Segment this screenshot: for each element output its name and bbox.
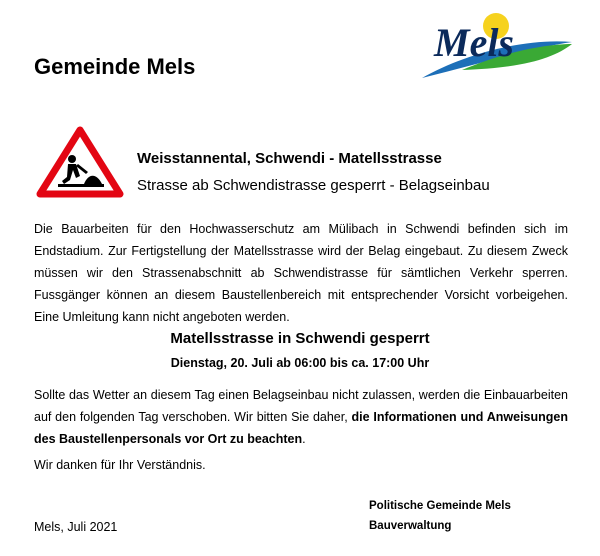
municipality-title: Gemeinde Mels bbox=[34, 54, 196, 79]
mels-logo bbox=[414, 8, 574, 80]
notice-headline: Weisstannental, Schwendi - Matellsstrasse bbox=[137, 150, 442, 167]
closure-date: Dienstag, 20. Juli ab 06:00 bis ca. 17:00 Uhr bbox=[170, 356, 430, 370]
signature-organization: Politische Gemeinde Mels bbox=[369, 500, 511, 512]
roadworks-warning-icon bbox=[36, 126, 124, 198]
place-date: Mels, Juli 2021 bbox=[34, 520, 118, 534]
paragraph-construction-info: Die Bauarbeiten für den Hochwasserschutz am Mülibach in Schwendi befinden sich im Endstadium. Zur Fertigstellung der Matellsstrasse wird der Belag eingebaut. Zu diesem Zweck müssen wir den Strassenabschnitt ab Schwendistrasse für sämtlichen Verkehr sperren. Fussgänger können an diesem Baustellenbereich mit entsprechender Vorsicht vorbeigehen. Eine Umleitung kann nicht angeboten werden. bbox=[34, 222, 568, 324]
notice-subheadline: Strasse ab Schwendistrasse gesperrt - Belagseinbau bbox=[137, 177, 490, 194]
weather-note-emphasis: die Informationen und Anweisungen des Baustellenpersonals vor Ort zu beachten bbox=[34, 410, 568, 446]
svg-text:Mels: Mels bbox=[434, 20, 514, 65]
weather-note-text: Sollte das Wetter an diesem Tag einen Belagseinbau nicht zulassen, werden die Einbauarbeiten auf den folgenden Tag verschoben. Wir bitten Sie daher, bbox=[34, 388, 568, 424]
closure-title: Matellsstrasse in Schwendi gesperrt bbox=[170, 330, 430, 347]
signature-department: Bauverwaltung bbox=[369, 520, 452, 532]
weather-note-end: . bbox=[302, 432, 306, 446]
paragraph-thanks: Wir danken für Ihr Verständnis. bbox=[34, 458, 206, 472]
paragraph-weather-note bbox=[34, 384, 568, 450]
